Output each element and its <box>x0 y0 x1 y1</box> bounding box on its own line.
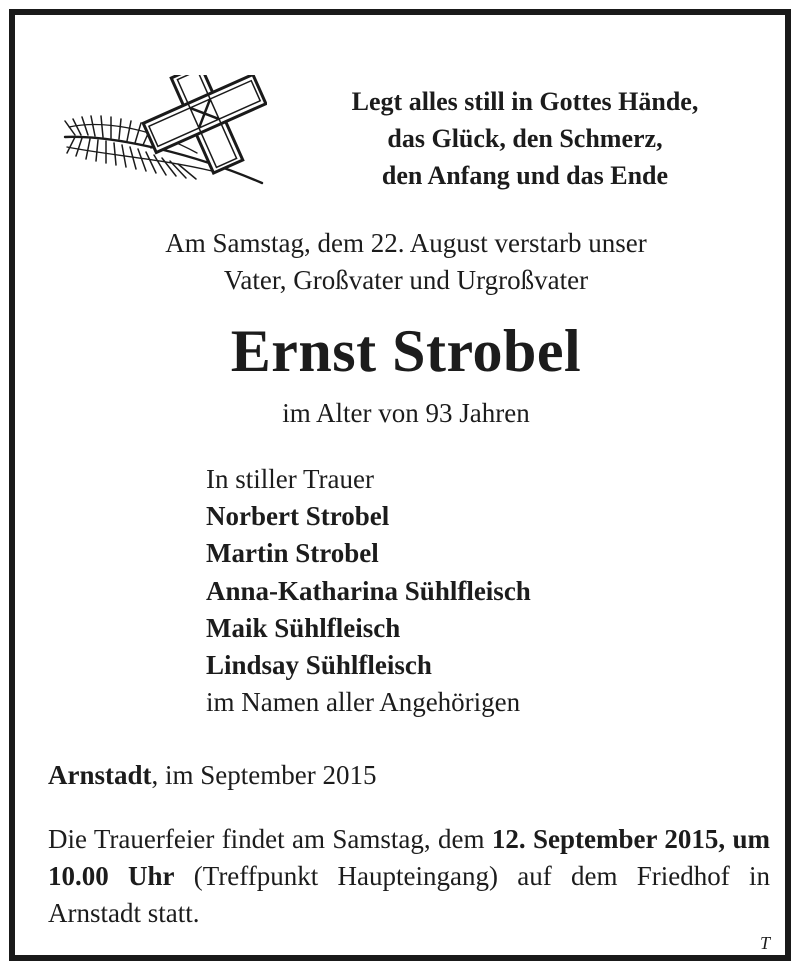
cross-with-palm-branch-icon <box>47 75 267 190</box>
mourner-name: Maik Sühlfleisch <box>206 612 401 643</box>
obituary-notice <box>9 9 791 961</box>
verse-line: Legt alles still in Gottes Hände, <box>351 87 699 116</box>
death-announcement <box>15 225 797 299</box>
place-city: Arnstadt <box>48 760 152 790</box>
funeral-text: (Treffpunkt Haupteingang) auf dem Friedhof in Arnstadt statt. <box>48 861 770 928</box>
verse <box>295 83 755 194</box>
funeral-datetime: 12. September 2015, um 10.00 Uhr <box>48 824 770 891</box>
verse-line: den Anfang und das Ende <box>381 161 669 190</box>
deceased-name: Ernst Strobel <box>230 318 582 384</box>
mourner-name: Martin Strobel <box>206 538 379 569</box>
funeral-details <box>48 821 770 932</box>
place-and-date <box>48 757 376 794</box>
place-date: , im September 2015 <box>151 760 377 790</box>
corner-mark: T <box>760 933 771 953</box>
mourner-name: Anna-Katharina Sühlfleisch <box>206 575 531 606</box>
funeral-text: Die Trauerfeier findet am Samstag, dem <box>48 824 492 854</box>
mourners-list <box>206 461 531 721</box>
verse-line: das Glück, den Schmerz, <box>387 124 663 153</box>
mourners-footer: im Namen aller Angehörigen <box>206 687 521 718</box>
mourner-name: Norbert Strobel <box>206 501 390 532</box>
mourners-header: In stiller Trauer <box>206 464 374 494</box>
deceased-age: im Alter von 93 Jahren <box>282 398 530 428</box>
announcement-line: Vater, Großvater und Urgroßvater <box>223 265 589 295</box>
announcement-line: Am Samstag, dem 22. August verstarb unser <box>165 228 647 258</box>
mourner-name: Lindsay Sühlfleisch <box>206 650 432 681</box>
